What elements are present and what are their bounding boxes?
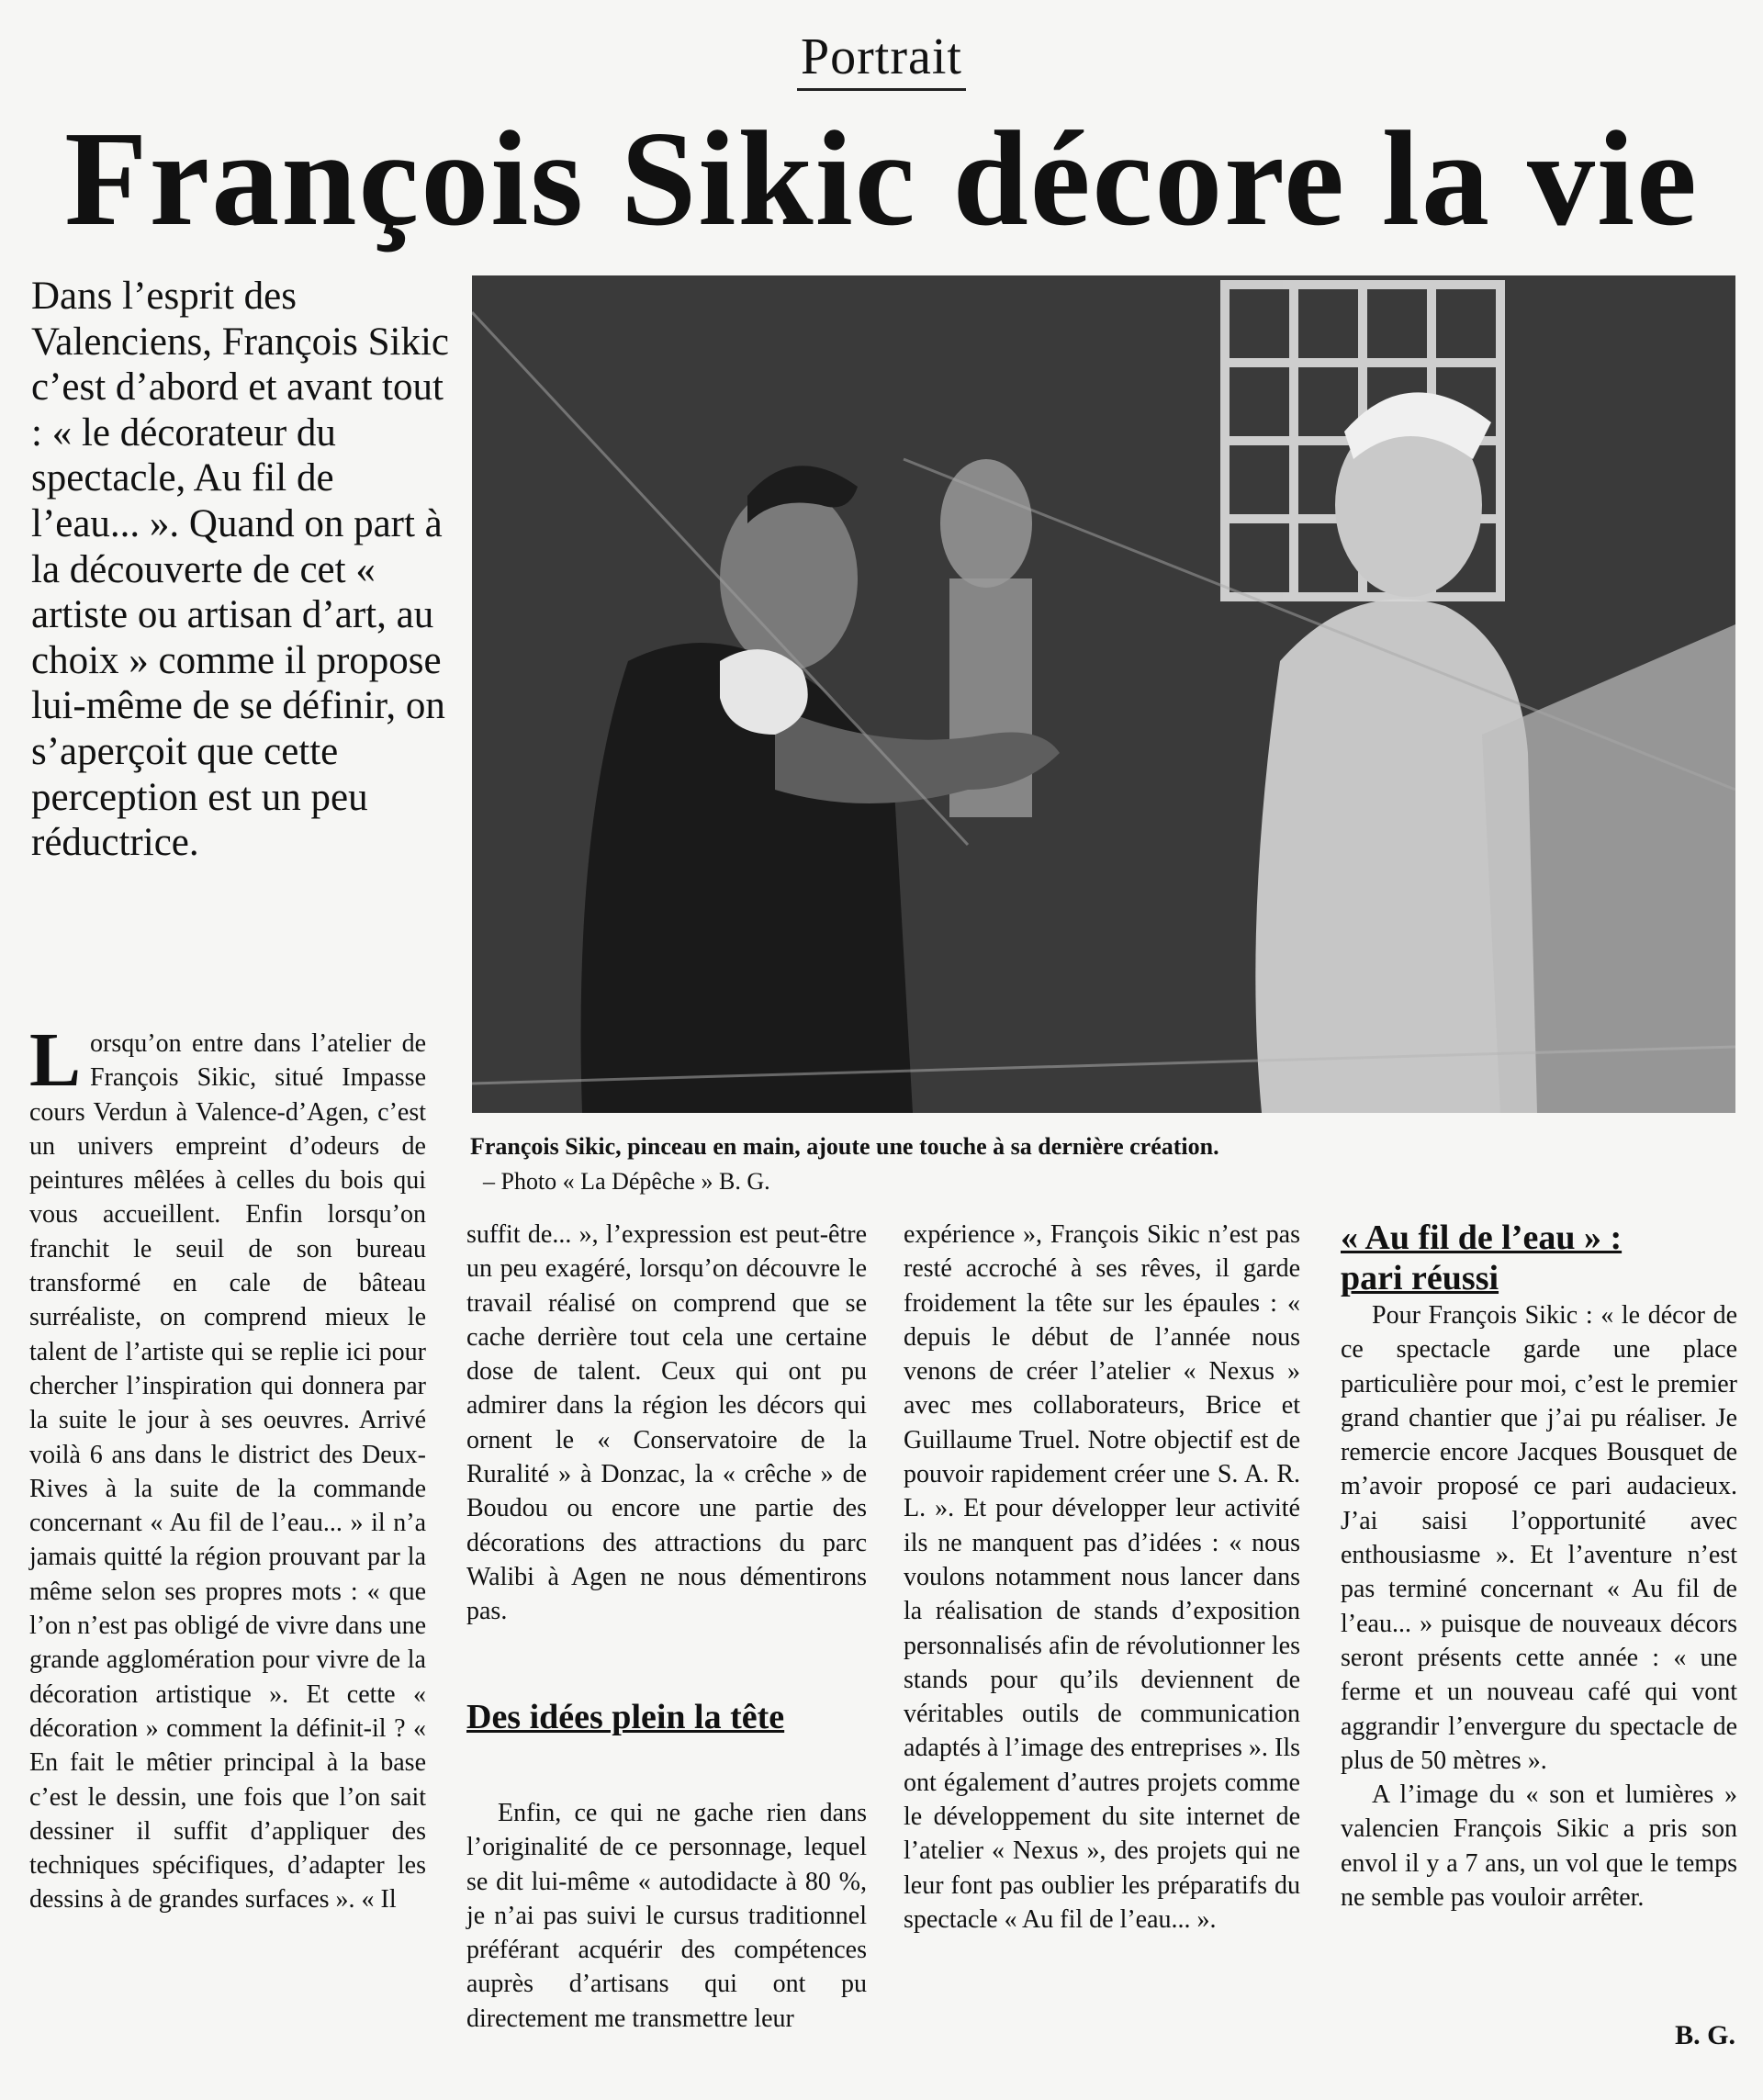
drop-cap: L bbox=[29, 1017, 82, 1103]
subheading-fil-line1: « Au fil de l’eau » : bbox=[1341, 1218, 1623, 1257]
photo-credit: – Photo « La Dépêche » B. G. bbox=[483, 1168, 770, 1195]
section-rubric bbox=[0, 28, 1763, 91]
column-1 bbox=[29, 1017, 426, 1917]
column-1-text: orsqu’on entre dans l’atelier de François Sikic, situé Impasse cours Verdun à Valence-d’Agen, c’est un univers empreint d’odeurs de peintures mêlées à celles du bois qui vous accueillent. Enfin lorsqu’on franchit le seuil de son bureau transformé en cale de bâteau surréaliste, on comprend mieux le talent de l’artiste qui se replie ici pour chercher l’inspiration qui donnera par la suite le jour à ses oeuvres. Arrivé voilà 6 ans dans le district des Deux-Rives à la suite de la commande concernant « Au fil de l’eau... » il n’a jamais quitté la région prouvant par la même selon ses propres mots : « que l’on n’est pas obligé de vivre dans une grande agglomération pour vivre de la décoration artistique ». Et cette « décoration » comment la définit-il ? « En fait le mêtier principal à la base c’est le dessin, une fois que l’on sait dessiner il suffit d’appliquer des techniques spécifiques, d’adapter les dessins à de grandes surfaces ». « Il bbox=[29, 1029, 426, 1915]
article-photo bbox=[472, 275, 1735, 1113]
column-2-continued bbox=[466, 1796, 867, 2036]
column-3 bbox=[904, 1218, 1300, 1937]
column-4 bbox=[1341, 1218, 1737, 1915]
column-3-text: expérience », François Sikic n’est pas resté accroché à ses rêves, il garde froidement la tête sur les épaules : « depuis le début de l’année nous venons de créer l’atelier « Nexus » avec mes collaborateurs, Brice et Guillaume Truel. Notre objectif est de pouvoir rapidement créer une S. A. R. L. ». Et pour développer leur activité ils ne manquent pas d’idées : « nous voulons notamment nous lancer dans la réalisation de stands d’exposition personnalisés afin de révolutionner les stands pour qu’ils deviennent de véritables outils de communication adaptés à l’image des entreprises ». Ils ont également d’autres projets comme le développement du site internet de l’atelier « Nexus », des projets qui ne leur font pas oublier les préparatifs du spectacle « Au fil de l’eau... ». bbox=[904, 1220, 1300, 1934]
subheading-ideas: Des idées plein la tête bbox=[466, 1698, 785, 1736]
author-signature: B. G. bbox=[1675, 2020, 1735, 2050]
column-2-text: suffit de... », l’expression est peut-être un peu exagéré, lorsqu’on découvre le travail réalisé on comprend que se cache derrière tout cela une certaine dose de talent. Ceux qui ont pu admirer dans la région les décors qui ornent le « Conservatoire de la Ruralité » à Donzac, la « crêche » de Boudou ou encore une partie des décorations des attractions du parc Walibi à Agen ne nous démentirons pas. bbox=[466, 1220, 867, 1626]
column-4-paragraph-1: Pour François Sikic : « le décor de ce spectacle garde une place particulière pour moi, c’est le premier grand chantier que j’ai pu réaliser. Je remercie encore Jacques Bousquet de m’avoir proposé ce pari audacieux. J’ai saisi l’opportunité avec enthousiasme ». Et l’aventure n’est pas terminé concernant « Au fil de l’eau... » puisque de nouveaux décors seront présents cette année : « une ferme et un nouveau café qui vont aggrandir l’envergure du spectacle de plus de 50 mètres ». bbox=[1341, 1301, 1737, 1775]
column-2 bbox=[466, 1218, 867, 1629]
intro-paragraph: Dans l’esprit des Valenciens, François Sikic c’est d’abord et avant tout : « le décorateur du spectacle, Au fil de l’eau... ». Quand on part à la découverte de cet « artiste ou artisan d’art, au choix » comme il propose lui-même de se définir, on s’aperçoit que cette perception est un peu réductrice. bbox=[31, 275, 449, 865]
headline: François Sikic décore la vie bbox=[64, 104, 1699, 254]
rubric-label: Portrait bbox=[797, 28, 966, 91]
photo-caption: François Sikic, pinceau en main, ajoute une touche à sa dernière création. bbox=[470, 1133, 1219, 1160]
subheading-fil-line2: pari réussi bbox=[1341, 1259, 1499, 1297]
photo-illustration bbox=[472, 275, 1735, 1113]
column-2-text-2: Enfin, ce qui ne gache rien dans l’originalité de ce personnage, lequel se dit lui-même « autodidacte à 80 %, je n’ai pas suivi le cursus traditionnel préférant acquérir des compétences auprès d’artisans qui ont pu directement me transmettre leur bbox=[466, 1799, 867, 2033]
column-4-paragraph-2: A l’image du « son et lumières » valencien François Sikic a pris son envol il y a 7 ans, un vol que le temps ne semble pas vouloir arrêter. bbox=[1341, 1780, 1737, 1913]
